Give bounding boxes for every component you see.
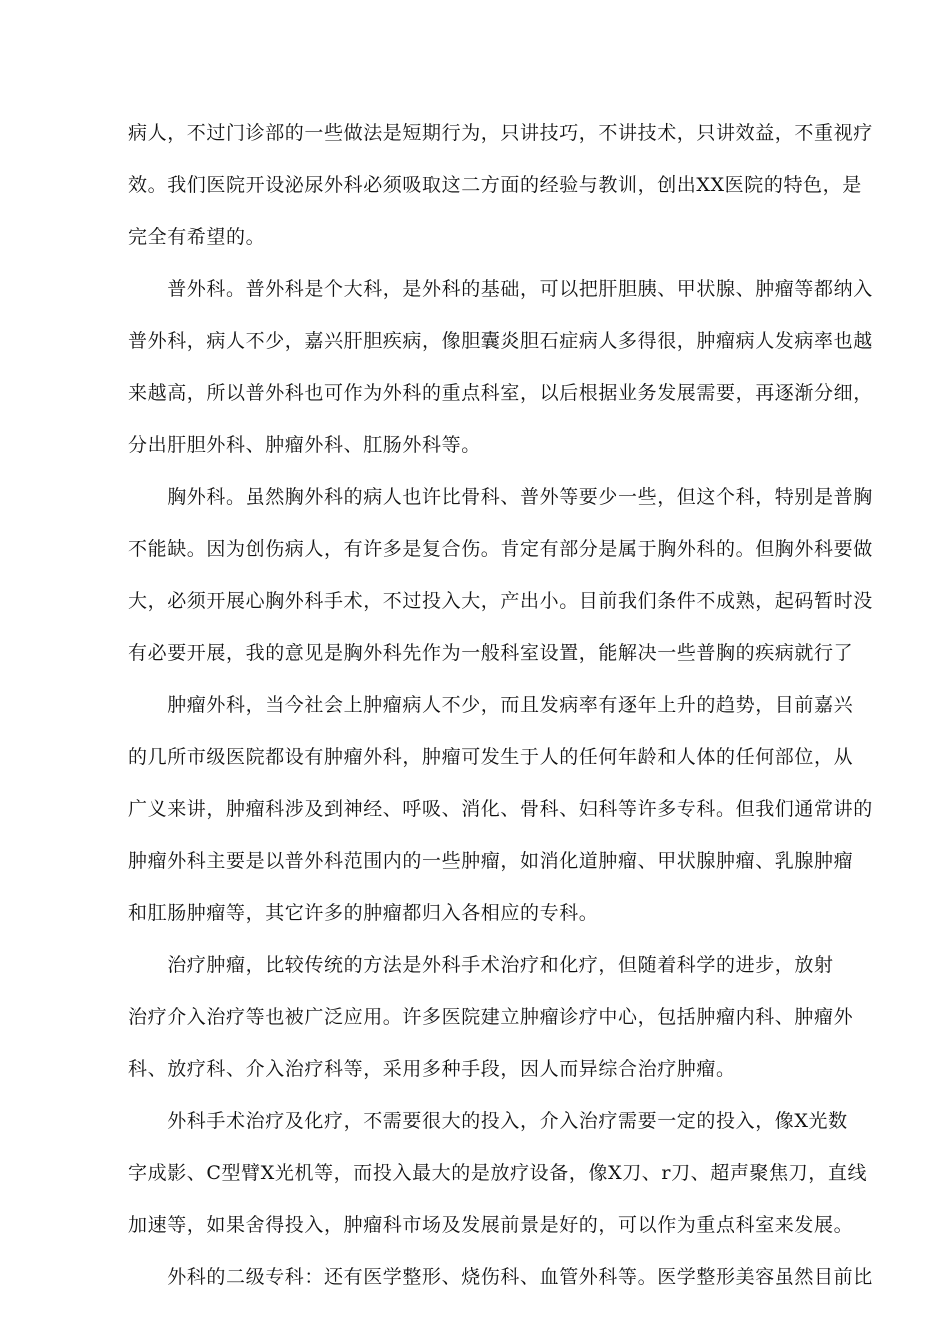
body-text-line: 完全有希望的。 [128, 226, 266, 248]
body-text-line: 的几所市级医院都设有肿瘤外科，肿瘤可发生于人的任何年龄和人体的任何部位，从 [128, 746, 854, 768]
body-text-line: 来越高，所以普外科也可作为外科的重点科室，以后根据业务发展需要，再逐渐分细， [128, 382, 873, 404]
body-text-line: 外科手术治疗及化疗，不需要很大的投入，介入治疗需要一定的投入，像X光数 [128, 1110, 848, 1132]
body-text-line: 效。我们医院开设泌尿外科必须吸取这二方面的经验与教训，创出XX医院的特色，是 [128, 174, 862, 196]
body-text-line: 广义来讲，肿瘤科涉及到神经、呼吸、消化、骨科、妇科等许多专科。但我们通常讲的 [128, 798, 873, 820]
body-text-line: 普外科。普外科是个大科，是外科的基础，可以把肝胆胰、甲状腺、肿瘤等都纳入 [128, 278, 873, 300]
body-text-line: 分出肝胆外科、肿瘤外科、肛肠外科等。 [128, 434, 481, 456]
body-text-line: 普外科，病人不少，嘉兴肝胆疾病，像胆囊炎胆石症病人多得很，肿瘤病人发病率也越 [128, 330, 873, 352]
body-text-line: 胸外科。虽然胸外科的病人也许比骨科、普外等要少一些，但这个科，特别是普胸 [128, 486, 873, 508]
body-text-line: 不能缺。因为创伤病人，有许多是复合伤。肯定有部分是属于胸外科的。但胸外科要做 [128, 538, 873, 560]
body-text-line: 外科的二级专科：还有医学整形、烧伤科、血管外科等。医学整形美容虽然目前比 [128, 1266, 873, 1288]
body-text-line: 病人，不过门诊部的一些做法是短期行为，只讲技巧，不讲技术，只讲效益，不重视疗 [128, 122, 873, 144]
body-text-line: 肿瘤外科，当今社会上肿瘤病人不少，而且发病率有逐年上升的趋势，目前嘉兴 [128, 694, 854, 716]
body-text-line: 治疗肿瘤，比较传统的方法是外科手术治疗和化疗，但随着科学的进步，放射 [128, 954, 834, 976]
body-text-line: 加速等，如果舍得投入，肿瘤科市场及发展前景是好的，可以作为重点科室来发展。 [128, 1214, 854, 1236]
body-text-line: 治疗介入治疗等也被广泛应用。许多医院建立肿瘤诊疗中心，包括肿瘤内科、肿瘤外 [128, 1006, 854, 1028]
body-text-line: 和肛肠肿瘤等，其它许多的肿瘤都归入各相应的专科。 [128, 902, 599, 924]
body-text-line: 科、放疗科、介入治疗科等，采用多种手段，因人而异综合治疗肿瘤。 [128, 1058, 736, 1080]
body-text-line: 字成影、C型臂X光机等，而投入最大的是放疗设备，像X刀、r刀、超声聚焦刀，直线 [128, 1162, 868, 1184]
body-text-line: 有必要开展，我的意见是胸外科先作为一般科室设置，能解决一些普胸的疾病就行了 [128, 642, 854, 664]
body-text-line: 大，必须开展心胸外科手术，不过投入大，产出小。目前我们条件不成熟，起码暂时没 [128, 590, 873, 612]
body-text-line: 肿瘤外科主要是以普外科范围内的一些肿瘤，如消化道肿瘤、甲状腺肿瘤、乳腺肿瘤 [128, 850, 854, 872]
